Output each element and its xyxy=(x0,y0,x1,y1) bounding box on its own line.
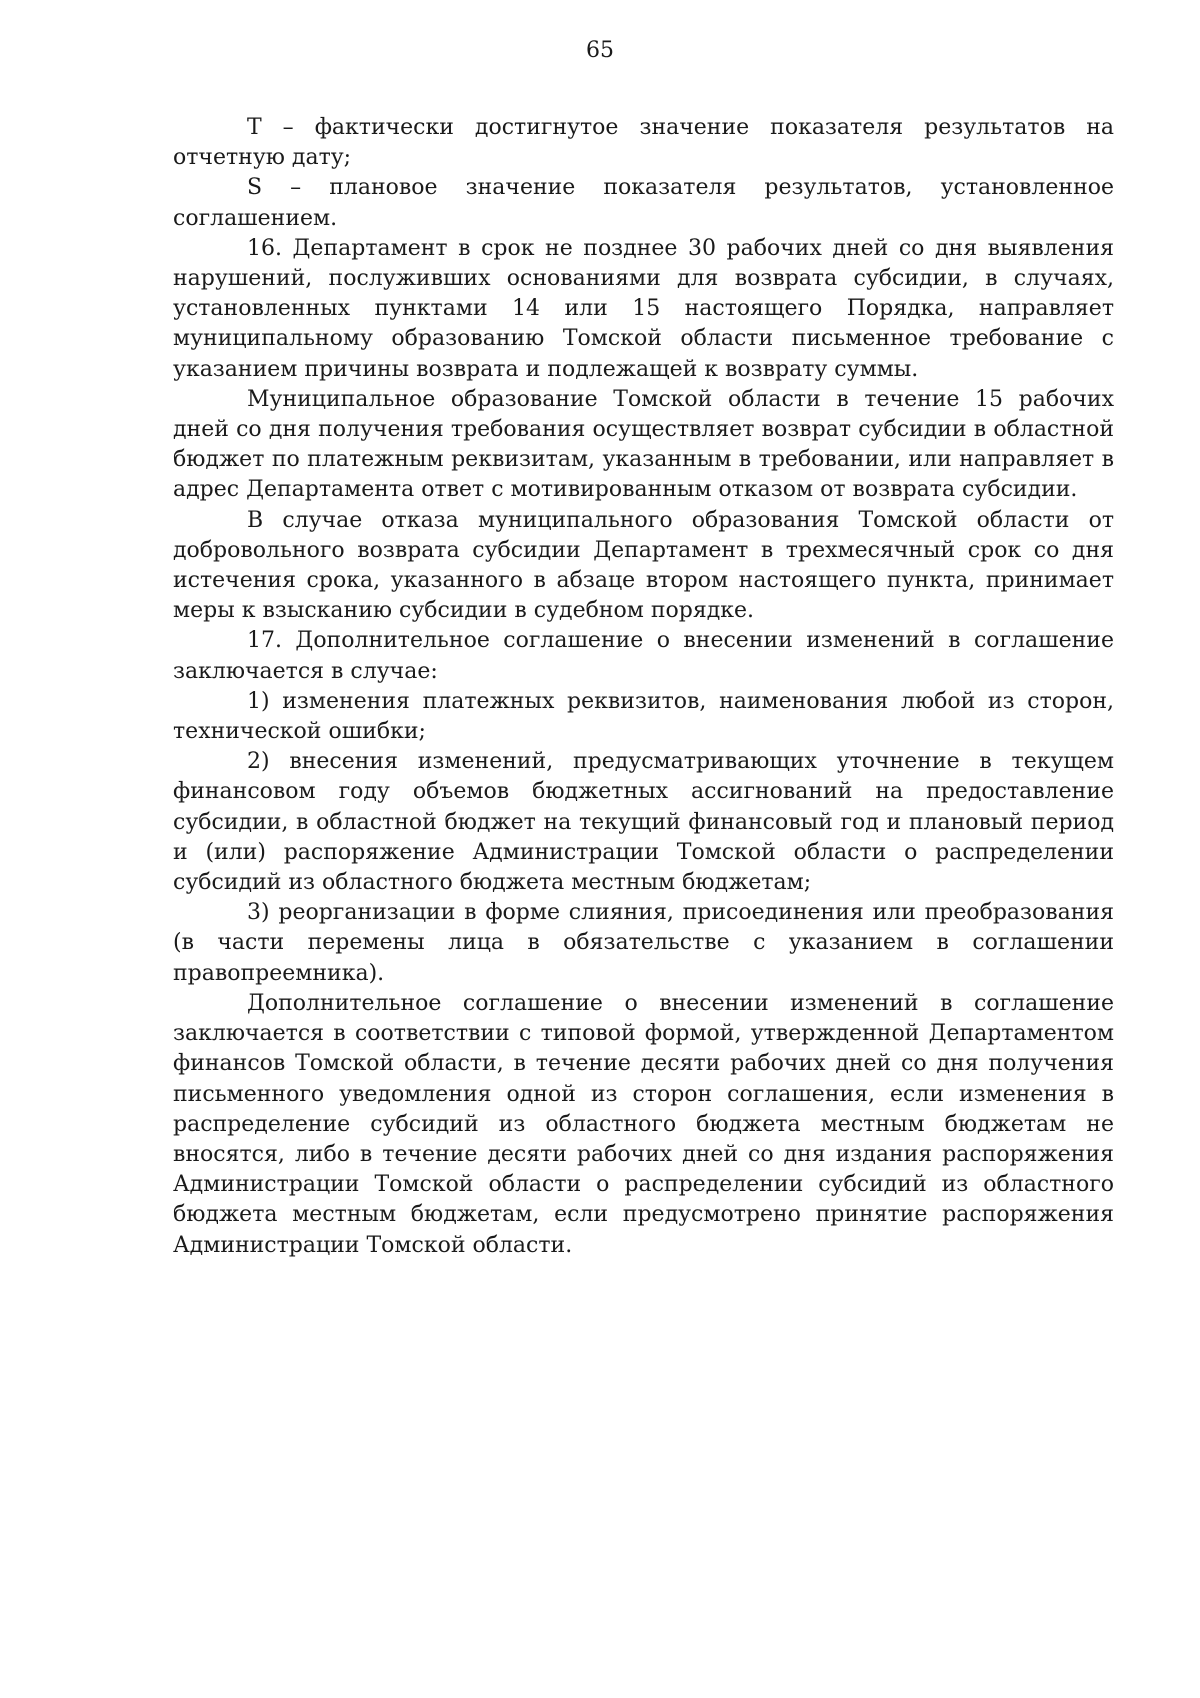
page-number: 65 xyxy=(586,38,614,63)
paragraph-item-17: 17. Дополнительное соглашение о внесении изменений в соглашение заключается в случае: xyxy=(173,628,1114,684)
paragraph-refusal: В случае отказа муниципального образования Томской области от добровольного возврата субсидии Департамент в трехмесячный срок со дня истечения срока, указанного в абзаце втором настоящего пункта, принимает меры к взысканию субсидии в судебном порядке. xyxy=(173,507,1114,624)
document-body xyxy=(173,113,1114,1261)
paragraph-return-procedure: Муниципальное образование Томской области в течение 15 рабочих дней со дня получения требования осуществляет возврат субсидии в областной бюджет по платежным реквизитам, указанным в требовании, или направляет в адрес Департамента ответ с мотивированным отказом от возврата субсидии. xyxy=(173,386,1114,503)
paragraph-subitem-2: 2) внесения изменений, предусматривающих уточнение в текущем финансовом году объемов бюджетных ассигнований на предоставление субсидии, в областной бюджет на текущий финансовый год и плановый период и (или) распоряжение Администрации Томской области о распределении субсидий из областного бюджета местным бюджетам; xyxy=(173,749,1114,896)
paragraph-item-16: 16. Департамент в срок не позднее 30 рабочих дней со дня выявления нарушений, послуживших основаниями для возврата субсидии, в случаях, установленных пунктами 14 или 15 настоящего Порядка, направляет муниципальному образованию Томской области письменное требование с указанием причины возврата и подлежащей к возврату суммы. xyxy=(173,235,1114,382)
paragraph-additional-agreement: Дополнительное соглашение о внесении изменений в соглашение заключается в соответствии с типовой формой, утвержденной Департаментом финансов Томской области, в течение десяти рабочих дней со дня получения письменного уведомления одной из сторон соглашения, если изменения в распределение субсидий из областного бюджета местным бюджетам не вносятся, либо в течение десяти рабочих дней со дня издания распоряжения Администрации Томской области о распределении субсидий из областного бюджета местным бюджетам, если предусмотрено принятие распоряжения Администрации Томской области. xyxy=(173,990,1114,1258)
paragraph-subitem-1: 1) изменения платежных реквизитов, наименования любой из сторон, технической ошибки; xyxy=(173,688,1114,745)
paragraph-s-definition: S – плановое значение показателя результатов, установленное соглашением. xyxy=(173,175,1114,231)
paragraph-t-definition: T – фактически достигнутое значение показателя результатов на отчетную дату; xyxy=(173,115,1114,171)
paragraph-subitem-3: 3) реорганизации в форме слияния, присоединения или преобразования (в части перемены лица в обязательстве с указанием в соглашении правопреемника). xyxy=(173,900,1114,986)
